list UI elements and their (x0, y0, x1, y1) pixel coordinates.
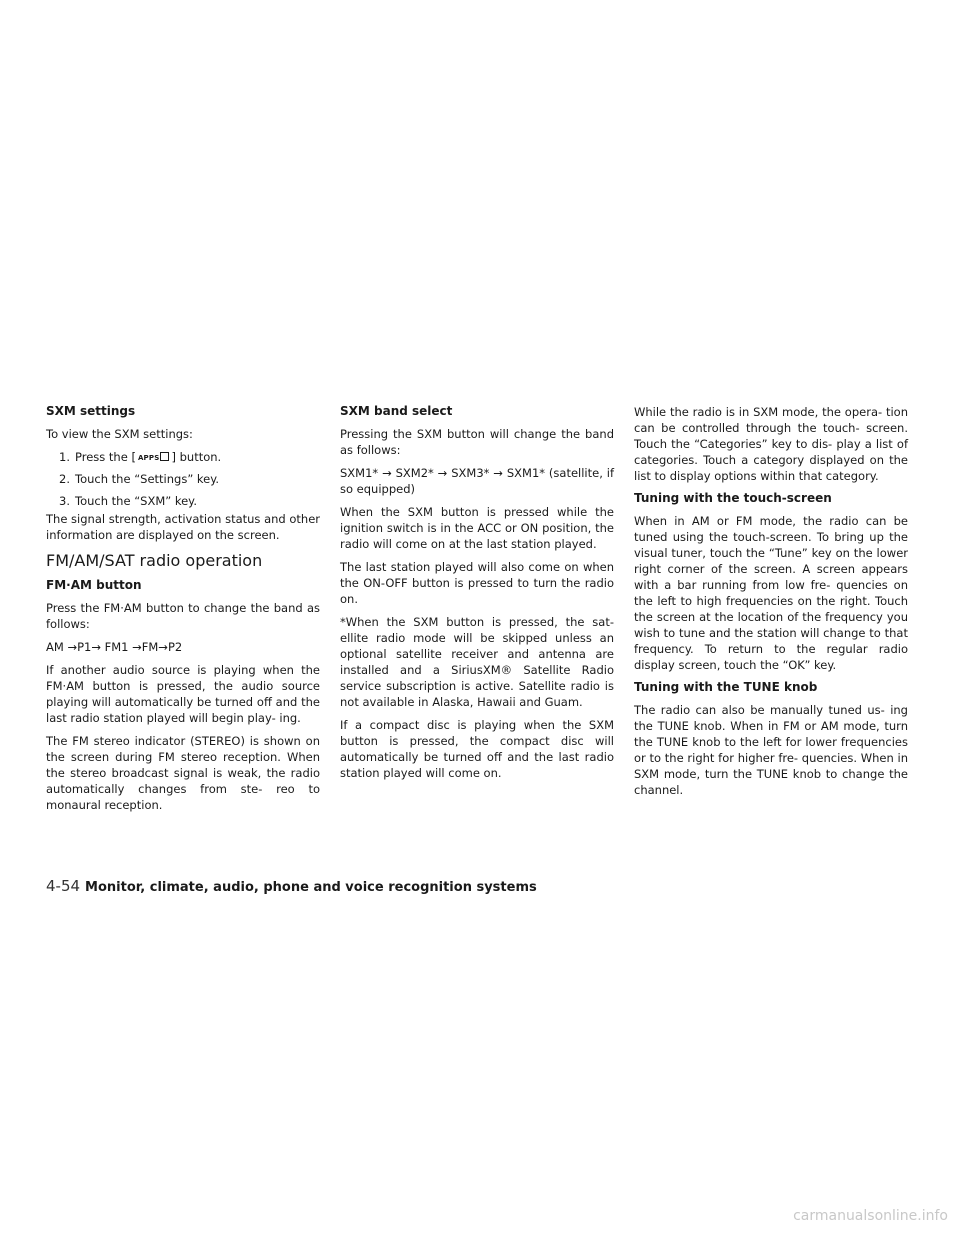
fmam-paragraph-3: The FM stereo indicator (STEREO) is shown on the screen during FM stereo reception. When the stereo broadcast signal is weak, the radio automatically changes from ste- reo to monaural reception. (46, 734, 320, 812)
band-paragraph-5: If a compact disc is playing when the SXM button is pressed, the compact disc will automatically be turned off and the last radio station played will come on. (340, 718, 614, 780)
column-2 (340, 404, 614, 788)
touch-tuning-heading: Tuning with the touch-screen (634, 491, 832, 505)
knob-tuning-paragraph: The radio can also be manually tuned us- ing the TUNE knob. When in FM or AM mode, turn the TUNE knob to the left for lower frequencies or to the right for higher fre- quencies. When in SXM mode, turn the TUNE knob to change the channel. (634, 703, 908, 797)
signal-paragraph: The signal strength, activation status and other information are displayed on the screen. (46, 512, 320, 542)
column-1 (46, 404, 320, 820)
step-1-number: 1. (59, 450, 70, 464)
step-2 (46, 471, 320, 487)
step-2-number: 2. (59, 472, 70, 486)
watermark: carmanualsonline.info (793, 1208, 948, 1224)
fmam-paragraph-1: Press the FM·AM button to change the band as follows: (46, 601, 320, 631)
band-paragraph-3: The last station played will also come on when the ON-OFF button is pressed to turn the radio on. (340, 560, 614, 606)
band-paragraph-1: Pressing the SXM button will change the band as follows: (340, 427, 614, 457)
step-1-pre: Press the [ (75, 450, 136, 464)
fmam-band-sequence: AM →P1→ FM1 →FM→P2 (46, 640, 183, 654)
apps-button-icon (138, 452, 170, 462)
sxm-settings-heading: SXM settings (46, 404, 136, 418)
band-sequence: SXM1* → SXM2* → SXM3* → SXM1* (satellite, if so equipped) (340, 466, 614, 496)
step-3 (46, 493, 320, 509)
touch-tuning-paragraph: When in AM or FM mode, the radio can be tuned using the touch-screen. To bring up the visual tuner, touch the “Tune” key on the lower right corner of the screen. A screen appears with a bar running from low fre- quencies on the left to high frequencies on the right. Touch the screen at the location of the frequency you wish to tune and the station will change to that frequency. To return to the regular radio display screen, touch the “OK” key. (634, 514, 908, 672)
step-2-text: Touch the “Settings” key. (75, 472, 220, 486)
band-paragraph-4: *When the SXM button is pressed, the sat- ellite radio mode will be skipped unless an optional satellite receiver and antenna are installed and a SiriusXM® Satellite Radio service subscription is active. Satellite radio is not available in Alaska, Hawaii and Guam. (340, 615, 614, 709)
apps-icon-label: APPS (137, 454, 160, 462)
step-1-post: ] button. (171, 450, 222, 464)
sxm-band-heading: SXM band select (340, 404, 453, 418)
fmam-button-heading: FM·AM button (46, 578, 142, 592)
sxm-settings-intro: To view the SXM settings: (46, 427, 193, 441)
apps-box-glyph (160, 452, 169, 461)
radio-operation-heading: FM/AM/SAT radio operation (46, 551, 263, 570)
sxm-mode-paragraph: While the radio is in SXM mode, the opera- tion can be controlled through the touch- screen. Touch the “Categories” key to dis- play a list of categories. Touch a category displayed on the list to display options within that category. (634, 405, 908, 483)
page-footer (46, 876, 537, 895)
step-1-text (75, 449, 221, 465)
step-3-text: Touch the “SXM” key. (75, 494, 198, 508)
section-title: Monitor, climate, audio, phone and voice recognition systems (85, 880, 537, 895)
column-3 (634, 404, 908, 805)
step-1 (46, 449, 320, 465)
page-number: 4-54 (46, 877, 81, 895)
step-3-number: 3. (59, 494, 70, 508)
band-paragraph-2: When the SXM button is pressed while the ignition switch is in the ACC or ON position, the radio will come on at the last station played. (340, 505, 614, 551)
fmam-paragraph-2: If another audio source is playing when the FM·AM button is pressed, the audio source playing will automatically be turned off and the last radio station played will begin play- ing. (46, 663, 320, 725)
knob-tuning-heading: Tuning with the TUNE knob (634, 680, 818, 694)
